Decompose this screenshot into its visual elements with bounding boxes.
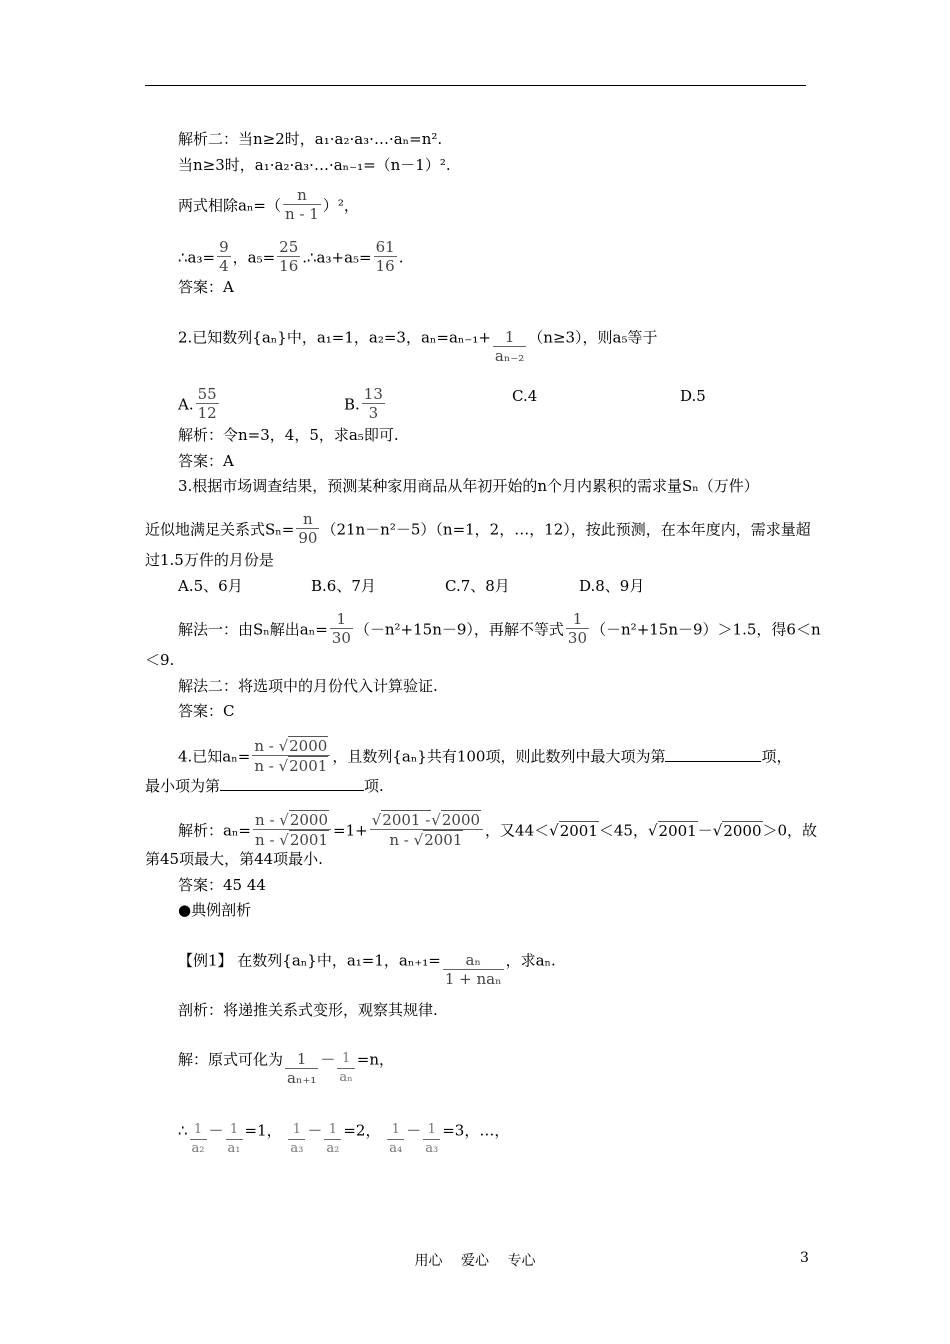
text-span: =2， [343, 1121, 381, 1140]
option-c: C.7、8月 [445, 577, 510, 595]
denominator: 30 [331, 629, 351, 647]
fraction [190, 1121, 207, 1158]
sqrt-radicand: 2000 [441, 811, 481, 829]
text-span: （21n－n²－5）（n=1，2，…，12），按此预测，在本年度内，需求量超 [321, 520, 811, 539]
text-span: － [697, 821, 713, 840]
text-span: ，且数列{aₙ}共有100项，则此数列中最大项为第 [332, 747, 666, 766]
denominator: 12 [197, 404, 217, 422]
text-line [178, 188, 359, 225]
text-span: 两式相除aₙ=（ [178, 196, 282, 215]
text-span: 近似地满足关系式Sₙ= [145, 520, 295, 539]
numerator: 1 [572, 610, 583, 628]
answer: 答案：A [178, 452, 234, 470]
text-span: － [307, 1121, 323, 1140]
numerator: 1 [296, 1050, 307, 1068]
math-span: n - [255, 811, 280, 829]
option-a [178, 387, 221, 424]
fraction [196, 385, 219, 422]
fraction [324, 1121, 341, 1158]
text-span: ，求aₙ. [505, 951, 556, 970]
math-span: n - [255, 831, 280, 849]
fraction [285, 1050, 318, 1087]
numerator: 1 [292, 1122, 302, 1137]
option-d: D.8、9月 [579, 577, 645, 595]
numerator: 9 [219, 238, 229, 256]
option-c: C.4 [512, 387, 538, 405]
text-span: =1+ [333, 821, 368, 840]
denominator: a₂ [191, 1141, 205, 1156]
denominator: n - √2001 [370, 829, 483, 849]
numerator: n - √2000 [255, 811, 329, 829]
text-span: . [398, 248, 404, 267]
text-span: 【例1】 在数列{aₙ}中，a₁=1，aₙ₊₁= [178, 951, 441, 970]
text-span: 解法一：由Sₙ解出aₙ= [178, 620, 328, 639]
text-span: 4.已知aₙ= [178, 747, 251, 766]
fraction [443, 951, 504, 988]
option-b [344, 387, 387, 424]
sqrt-radicand: 2001 [289, 831, 329, 849]
numerator: 61 [375, 238, 395, 256]
text-span: A. [178, 395, 194, 414]
text-line: ＜9. [145, 651, 175, 669]
question-2 [178, 320, 658, 365]
option-d: D.5 [680, 387, 706, 405]
text-span: 解：原式可化为 [178, 1050, 284, 1069]
text-span: ，a₅= [232, 248, 276, 267]
option-a: A.5、6月 [178, 577, 243, 595]
text-span: － [320, 1050, 336, 1069]
fraction [370, 810, 483, 849]
math-span: n - [389, 831, 414, 849]
fraction [226, 1121, 243, 1158]
numerator: 1 [193, 1122, 203, 1137]
fraction [330, 610, 353, 647]
text-span: 项， [761, 747, 792, 766]
fraction [374, 238, 397, 275]
text-span: （－n²+15n－9）＞1.5，得6＜n [591, 620, 821, 639]
fraction [253, 810, 331, 849]
denominator: a₁ [227, 1141, 241, 1156]
text-span: ＞0，故 [762, 821, 818, 840]
text-line: 第45项最大，第44项最小. [145, 850, 323, 868]
text-line [145, 776, 384, 795]
numerator: 55 [197, 385, 217, 403]
math-span: n - [254, 757, 279, 775]
fraction [362, 385, 385, 422]
text-line: 当n≥3时，a₁·a₂·a₃·…·aₙ₋₁=（n－1）². [178, 156, 451, 174]
numerator: 1 [336, 610, 347, 628]
numerator: n - √2000 [254, 737, 328, 755]
text-line: 解法二：将选项中的月份代入计算验证. [178, 677, 438, 695]
text-line: 解析：aₙ= $\frac{n - √2000}{n - √2001}$ =1+ $\frac{√2001 -√2000}{n - √2001}$ ，又44＜√2001＜45，√2001－√2000＞0，故 [178, 811, 818, 849]
text-line: 剖析：将递推关系式变形，观察其规律. [178, 1001, 438, 1019]
denominator: 16 [279, 257, 299, 275]
fraction [296, 510, 319, 547]
text-span: .∴a₃+a₅= [302, 248, 372, 267]
numerator: 13 [363, 385, 383, 403]
denominator: aₙ₊₁ [287, 1069, 317, 1087]
fraction [387, 1121, 404, 1158]
text-span: － [208, 1121, 224, 1140]
denominator: n - 1 [285, 205, 319, 223]
numerator: n [297, 186, 307, 204]
numerator: √2001 -√2000 [371, 811, 481, 829]
text-line [178, 1113, 510, 1156]
denominator: n - √2001 [252, 755, 330, 775]
sqrt-radicand: 2000 [723, 821, 762, 840]
text-span: =n， [356, 1050, 395, 1069]
denominator: 1 + naₙ [444, 970, 502, 988]
denominator: aₙ₋₂ [494, 347, 525, 365]
text-line: 过1.5万件的月份是 [145, 551, 274, 569]
numerator: 1 [427, 1122, 436, 1137]
denominator: 4 [219, 257, 229, 275]
text-line: 解析：令n=3，4，5，求a₅即可. [178, 426, 399, 444]
sqrt-radicand: 2001 [424, 831, 463, 849]
numerator: 1 [229, 1122, 239, 1137]
text-span: =3，…， [442, 1121, 510, 1140]
text-line: 解析二：当n≥2时，a₁·a₂·a₃·…·aₙ=n². [178, 130, 443, 148]
section-heading: ●典例剖析 [178, 901, 252, 919]
numerator: 1 [504, 328, 515, 346]
answer-blank-2[interactable] [220, 776, 364, 791]
question-3: 3.根据市场调查结果，预测某种家用商品从年初开始的n个月内累积的需求量Sₙ（万件） [178, 477, 759, 495]
denominator: a₃ [290, 1141, 304, 1156]
fraction [493, 328, 526, 365]
fraction [277, 238, 300, 275]
denominator: aₙ [339, 1070, 353, 1085]
sqrt-radicand: 2001 [658, 821, 697, 840]
math-span: n - [254, 737, 279, 755]
denominator: a₄ [389, 1141, 403, 1156]
text-span: ，又44＜ [485, 821, 550, 840]
text-span: 项. [364, 777, 384, 795]
answer-blank-1[interactable] [665, 747, 761, 762]
text-span: ＜45， [598, 821, 648, 840]
text-span: （n≥3），则a₅等于 [528, 328, 658, 347]
sqrt-radicand: 2001 - [382, 811, 431, 829]
text-span: 2.已知数列{aₙ}中，a₁=1，a₂=3，aₙ=aₙ₋₁+ [178, 328, 491, 347]
fraction [337, 1050, 354, 1087]
fraction [217, 238, 231, 275]
answer: 答案：45 44 [178, 876, 266, 894]
fraction [288, 1121, 305, 1158]
answer: 答案：C [178, 702, 235, 720]
option-b: B.6、7月 [311, 577, 376, 595]
numerator: 25 [279, 238, 299, 256]
denominator: a₃ [425, 1141, 439, 1156]
text-span: =1， [244, 1121, 282, 1140]
denominator: 3 [362, 403, 385, 422]
text-span: （－n²+15n－9），再解不等式 [354, 620, 564, 639]
question-4 [178, 738, 792, 777]
denominator: 16 [375, 257, 395, 275]
numerator: aₙ [465, 951, 481, 969]
text-line [178, 1042, 395, 1087]
text-span: － [406, 1121, 422, 1140]
numerator: 1 [328, 1122, 338, 1137]
numerator: 1 [391, 1122, 400, 1137]
text-line [178, 612, 821, 649]
denominator: a₂ [326, 1141, 340, 1156]
numerator: 1 [341, 1051, 351, 1066]
denominator: 90 [298, 529, 318, 547]
text-line [145, 512, 811, 549]
text-span: ∴a₃= [178, 248, 216, 267]
denominator: 30 [567, 629, 588, 647]
text-span: ）²， [322, 196, 359, 215]
denominator: n - √2001 [253, 829, 331, 849]
text-span: B. [344, 395, 360, 414]
answer: 答案：A [178, 278, 234, 296]
numerator: n [303, 510, 313, 528]
page-number: 3 [800, 1250, 809, 1266]
sqrt-radicand: 2001 [559, 821, 598, 840]
header-rule [145, 85, 806, 86]
fraction [283, 186, 321, 223]
text-span: ∴ [178, 1121, 188, 1140]
fraction [566, 610, 589, 647]
text-line [178, 240, 404, 277]
sqrt-radicand: 2001 [289, 757, 328, 775]
fraction [252, 736, 330, 775]
text-span: 最小项为第 [145, 777, 221, 795]
page-footer: 用心 爱心 专心 [414, 1253, 536, 1269]
text-span: 解析：aₙ= [178, 821, 252, 840]
example-1 [178, 943, 556, 988]
sqrt-radicand: 2000 [289, 811, 329, 829]
sqrt-radicand: 2000 [289, 737, 328, 755]
fraction [423, 1121, 440, 1158]
